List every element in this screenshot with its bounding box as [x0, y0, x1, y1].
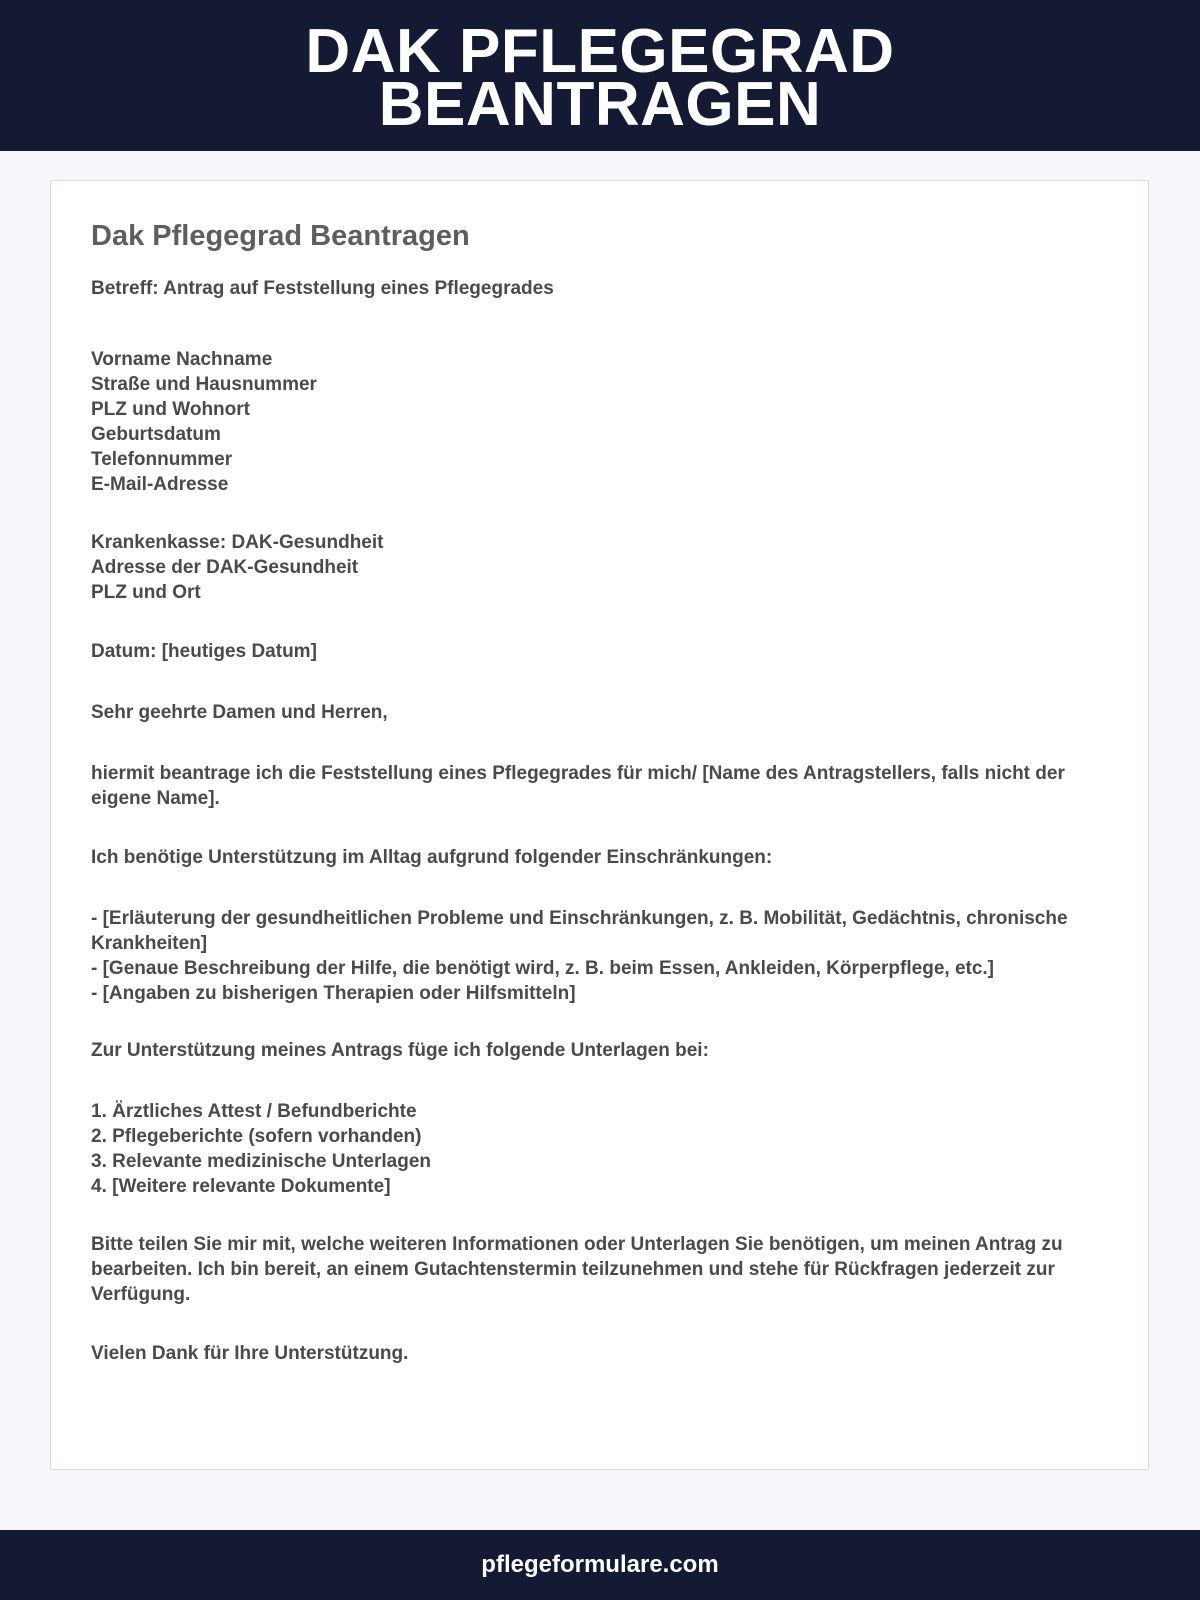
- list-item: - [Erläuterung der gesundheitlichen Probleme und Einschränkungen, z. B. Mobilität, Gedächtnis, chronische Krankheiten]: [91, 908, 1068, 954]
- attachments-list: [91, 1099, 1111, 1199]
- salutation: Sehr geehrte Damen und Herren,: [91, 702, 388, 723]
- footer-site-link[interactable]: pflegeformulare.com: [481, 1551, 719, 1578]
- sender-block: [91, 347, 1111, 497]
- sender-line: Telefonnummer: [91, 449, 233, 470]
- request-paragraph: Bitte teilen Sie mir mit, welche weiteren Informationen oder Unterlagen Sie benötigen, um meinen Antrag zu bearbeiten. Ich bin bereit, an einem Gutachtenstermin teilzunehmen und stehe für Rückfragen jederzeit zur Verfügung.: [91, 1234, 1063, 1305]
- page-header: [0, 0, 1200, 151]
- attachments-intro: Zur Unterstützung meines Antrags füge ich folgende Unterlagen bei:: [91, 1040, 709, 1061]
- needs-intro: Ich benötige Unterstützung im Alltag aufgrund folgender Einschränkungen:: [91, 847, 773, 868]
- list-item: 3. Relevante medizinische Unterlagen: [91, 1151, 432, 1172]
- page-title-line-1: DAK PFLEGEGRAD: [305, 16, 895, 86]
- list-item: 2. Pflegeberichte (sofern vorhanden): [91, 1126, 422, 1147]
- page-title-line-2: BEANTRAGEN: [378, 69, 822, 139]
- page-footer: [0, 1530, 1200, 1600]
- list-item: 4. [Weitere relevante Dokumente]: [91, 1176, 391, 1197]
- recipient-block: [91, 530, 1111, 605]
- list-item: 1. Ärztliches Attest / Befundberichte: [91, 1101, 417, 1122]
- recipient-line: PLZ und Ort: [91, 582, 201, 603]
- list-item: - [Angaben zu bisherigen Therapien oder Hilfsmitteln]: [91, 983, 576, 1004]
- page-title: [305, 16, 895, 139]
- sender-line: Straße und Hausnummer: [91, 374, 317, 395]
- list-item: - [Genaue Beschreibung der Hilfe, die benötigt wird, z. B. beim Essen, Ankleiden, Körperpflege, etc.]: [91, 958, 995, 979]
- sender-line: Geburtsdatum: [91, 424, 221, 445]
- date-line: Datum: [heutiges Datum]: [91, 641, 317, 662]
- sender-line: PLZ und Wohnort: [91, 399, 250, 420]
- needs-list: [91, 906, 1111, 1006]
- sender-line: E-Mail-Adresse: [91, 474, 229, 495]
- letter-card: [50, 180, 1149, 1470]
- intro-paragraph: hiermit beantrage ich die Feststellung eines Pflegegrades für mich/ [Name des Antragstellers, falls nicht der eigene Name].: [91, 763, 1065, 809]
- recipient-line: Krankenkasse: DAK-Gesundheit: [91, 532, 384, 553]
- closing-line: Vielen Dank für Ihre Unterstützung.: [91, 1343, 409, 1364]
- subject-line: Betreff: Antrag auf Feststellung eines Pflegegrades: [91, 278, 554, 299]
- recipient-line: Adresse der DAK-Gesundheit: [91, 557, 359, 578]
- sender-line: Vorname Nachname: [91, 349, 273, 370]
- document-title: Dak Pflegegrad Beantragen: [91, 220, 470, 252]
